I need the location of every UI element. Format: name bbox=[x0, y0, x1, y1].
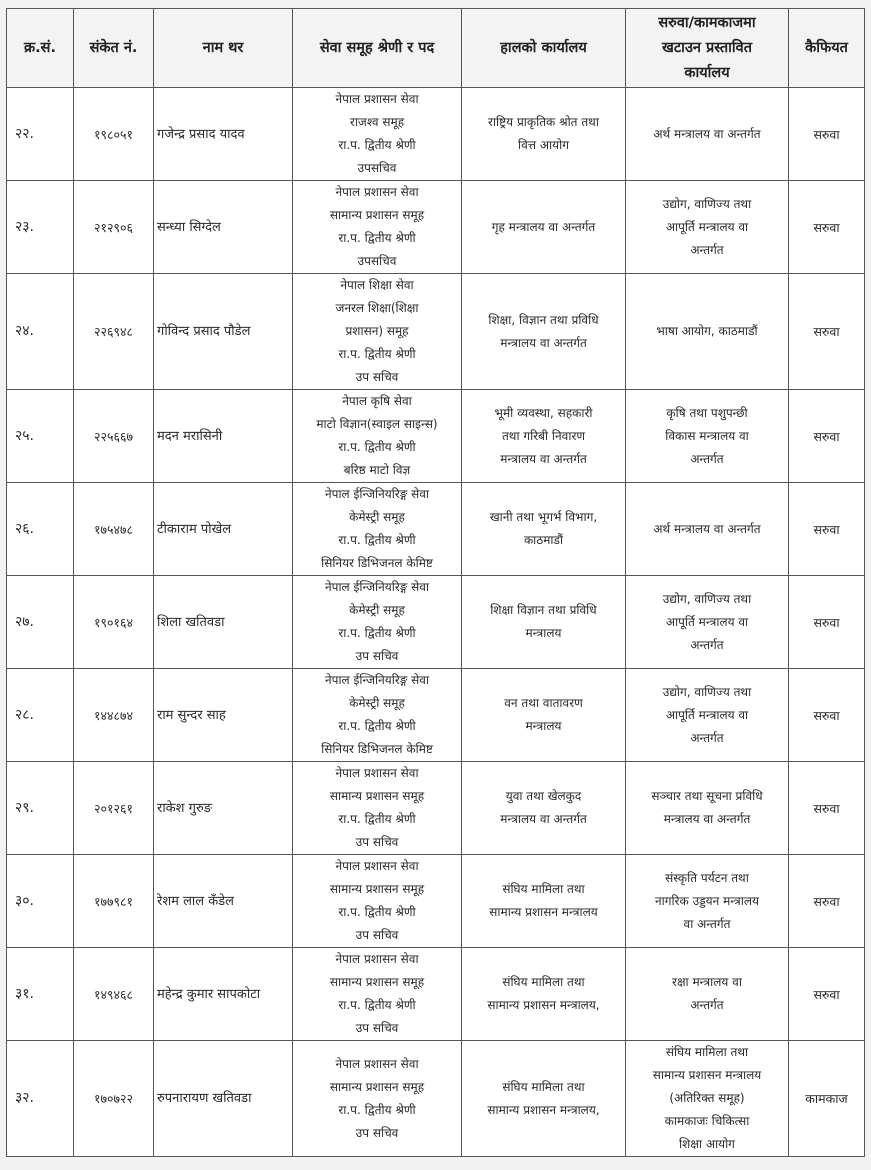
table-row bbox=[7, 762, 865, 855]
table-row bbox=[7, 948, 865, 1041]
cell-sn: २६. bbox=[7, 483, 74, 576]
cell-remarks: सरुवा bbox=[789, 274, 865, 390]
cell-code: २१२९०६ bbox=[74, 181, 154, 274]
cell-remarks: सरुवा bbox=[789, 669, 865, 762]
header-proposed-office: सरुवा/कामकाजमा खटाउन प्रस्तावित कार्यालय bbox=[626, 9, 789, 88]
cell-service: नेपाल शिक्षा सेवा जनरल शिक्षा(शिक्षा प्रशासन) समूह रा.प. द्वितीय श्रेणी उप सचिव bbox=[293, 274, 462, 390]
cell-code: १७७९८१ bbox=[74, 855, 154, 948]
header-remarks: कैफियत bbox=[789, 9, 865, 88]
cell-remarks: कामकाज bbox=[789, 1041, 865, 1157]
cell-current-office: संघिय मामिला तथा सामान्य प्रशासन मन्त्रालय, bbox=[462, 948, 626, 1041]
cell-remarks: सरुवा bbox=[789, 762, 865, 855]
cell-proposed-office: संघिय मामिला तथा सामान्य प्रशासन मन्त्रालय (अतिरिक्त समूह) कामकाजः चिकित्सा शिक्षा आयोग bbox=[626, 1041, 789, 1157]
table-row bbox=[7, 855, 865, 948]
cell-remarks: सरुवा bbox=[789, 181, 865, 274]
table-row bbox=[7, 1041, 865, 1157]
cell-proposed-office: अर्थ मन्त्रालय वा अन्तर्गत bbox=[626, 483, 789, 576]
cell-sn: २२. bbox=[7, 88, 74, 181]
cell-code: १७५४७८ bbox=[74, 483, 154, 576]
cell-code: १४४८७४ bbox=[74, 669, 154, 762]
cell-current-office: राष्ट्रिय प्राकृतिक श्रोत तथा वित्त आयोग bbox=[462, 88, 626, 181]
cell-name: महेन्द्र कुमार सापकोटा bbox=[154, 948, 293, 1041]
cell-remarks: सरुवा bbox=[789, 390, 865, 483]
cell-sn: २९. bbox=[7, 762, 74, 855]
header-code: संकेत नं. bbox=[74, 9, 154, 88]
cell-sn: २३. bbox=[7, 181, 74, 274]
cell-proposed-office: सञ्चार तथा सूचना प्रविधि मन्त्रालय वा अन्तर्गत bbox=[626, 762, 789, 855]
cell-service: नेपाल प्रशासन सेवा सामान्य प्रशासन समूह रा.प. द्वितीय श्रेणी उप सचिव bbox=[293, 1041, 462, 1157]
cell-current-office: संघिय मामिला तथा सामान्य प्रशासन मन्त्रालय, bbox=[462, 1041, 626, 1157]
cell-proposed-office: अर्थ मन्त्रालय वा अन्तर्गत bbox=[626, 88, 789, 181]
cell-current-office: शिक्षा विज्ञान तथा प्रविधि मन्त्रालय bbox=[462, 576, 626, 669]
cell-code: २०१२६१ bbox=[74, 762, 154, 855]
cell-proposed-office: कृषि तथा पशुपन्छी विकास मन्त्रालय वा अन्तर्गत bbox=[626, 390, 789, 483]
header-service: सेवा समूह श्रेणी र पद bbox=[293, 9, 462, 88]
cell-sn: २४. bbox=[7, 274, 74, 390]
cell-name: रुपनारायण खतिवडा bbox=[154, 1041, 293, 1157]
cell-name: राकेश गुरुङ bbox=[154, 762, 293, 855]
cell-remarks: सरुवा bbox=[789, 88, 865, 181]
cell-sn: ३०. bbox=[7, 855, 74, 948]
cell-code: १९०१६४ bbox=[74, 576, 154, 669]
table-row bbox=[7, 274, 865, 390]
table-row bbox=[7, 390, 865, 483]
document-page bbox=[6, 8, 864, 1157]
cell-sn: २८. bbox=[7, 669, 74, 762]
cell-name: शिला खतिवडा bbox=[154, 576, 293, 669]
header-name: नाम थर bbox=[154, 9, 293, 88]
cell-proposed-office: उद्योग, वाणिज्य तथा आपूर्ति मन्त्रालय वा अन्तर्गत bbox=[626, 669, 789, 762]
cell-current-office: शिक्षा, विज्ञान तथा प्रविधि मन्त्रालय वा अन्तर्गत bbox=[462, 274, 626, 390]
cell-name: गजेन्द्र प्रसाद यादव bbox=[154, 88, 293, 181]
cell-service: नेपाल प्रशासन सेवा सामान्य प्रशासन समूह रा.प. द्वितीय श्रेणी उप सचिव bbox=[293, 762, 462, 855]
cell-proposed-office: भाषा आयोग, काठमाडौं bbox=[626, 274, 789, 390]
cell-remarks: सरुवा bbox=[789, 483, 865, 576]
cell-name: गोविन्द प्रसाद पौडेल bbox=[154, 274, 293, 390]
cell-code: २२५६६७ bbox=[74, 390, 154, 483]
table-row bbox=[7, 576, 865, 669]
cell-service: नेपाल प्रशासन सेवा सामान्य प्रशासन समूह रा.प. द्वितीय श्रेणी उपसचिव bbox=[293, 181, 462, 274]
cell-remarks: सरुवा bbox=[789, 855, 865, 948]
cell-current-office: युवा तथा खेलकुद मन्त्रालय वा अन्तर्गत bbox=[462, 762, 626, 855]
cell-name: मदन मरासिनी bbox=[154, 390, 293, 483]
cell-current-office: गृह मन्त्रालय वा अन्तर्गत bbox=[462, 181, 626, 274]
cell-name: रेशम लाल कँडेल bbox=[154, 855, 293, 948]
cell-name: राम सुन्दर साह bbox=[154, 669, 293, 762]
cell-service: नेपाल ईन्जिनियरिङ्ग सेवा केमेस्ट्री समूह रा.प. द्वितीय श्रेणी सिनियर डिभिजनल केमिष्ट bbox=[293, 483, 462, 576]
cell-code: १९८०५१ bbox=[74, 88, 154, 181]
cell-sn: ३२. bbox=[7, 1041, 74, 1157]
cell-name: टीकाराम पोखेल bbox=[154, 483, 293, 576]
transfer-table bbox=[6, 8, 865, 1157]
cell-sn: २५. bbox=[7, 390, 74, 483]
cell-code: १७०७२२ bbox=[74, 1041, 154, 1157]
header-sn: क्र.सं. bbox=[7, 9, 74, 88]
cell-service: नेपाल प्रशासन सेवा राजश्व समूह रा.प. द्वितीय श्रेणी उपसचिव bbox=[293, 88, 462, 181]
cell-remarks: सरुवा bbox=[789, 576, 865, 669]
table-row bbox=[7, 669, 865, 762]
cell-proposed-office: रक्षा मन्त्रालय वा अन्तर्गत bbox=[626, 948, 789, 1041]
table-row bbox=[7, 483, 865, 576]
table-row bbox=[7, 181, 865, 274]
cell-service: नेपाल कृषि सेवा माटो विज्ञान(स्वाइल साइन्स) रा.प. द्वितीय श्रेणी बरिष्ठ माटो विज्ञ bbox=[293, 390, 462, 483]
cell-proposed-office: उद्योग, वाणिज्य तथा आपूर्ति मन्त्रालय वा अन्तर्गत bbox=[626, 576, 789, 669]
cell-service: नेपाल ईन्जिनियरिङ्ग सेवा केमेस्ट्री समूह रा.प. द्वितीय श्रेणी सिनियर डिभिजनल केमिष्ट bbox=[293, 669, 462, 762]
cell-service: नेपाल ईन्जिनियरिङ्ग सेवा केमेस्ट्री समूह रा.प. द्वितीय श्रेणी उप सचिव bbox=[293, 576, 462, 669]
cell-proposed-office: संस्कृति पर्यटन तथा नागरिक उड्डयन मन्त्रालय वा अन्तर्गत bbox=[626, 855, 789, 948]
table-row bbox=[7, 88, 865, 181]
cell-current-office: भूमी व्यवस्था, सहकारी तथा गरिबी निवारण मन्त्रालय वा अन्तर्गत bbox=[462, 390, 626, 483]
cell-remarks: सरुवा bbox=[789, 948, 865, 1041]
cell-service: नेपाल प्रशासन सेवा सामान्य प्रशासन समूह रा.प. द्वितीय श्रेणी उप सचिव bbox=[293, 948, 462, 1041]
cell-current-office: संघिय मामिला तथा सामान्य प्रशासन मन्त्रालय bbox=[462, 855, 626, 948]
cell-current-office: वन तथा वातावरण मन्त्रालय bbox=[462, 669, 626, 762]
cell-sn: २७. bbox=[7, 576, 74, 669]
cell-sn: ३१. bbox=[7, 948, 74, 1041]
cell-service: नेपाल प्रशासन सेवा सामान्य प्रशासन समूह रा.प. द्वितीय श्रेणी उप सचिव bbox=[293, 855, 462, 948]
cell-name: सन्ध्या सिग्देल bbox=[154, 181, 293, 274]
cell-code: २२६९४८ bbox=[74, 274, 154, 390]
header-current-office: हालको कार्यालय bbox=[462, 9, 626, 88]
cell-code: १४९४६८ bbox=[74, 948, 154, 1041]
table-header-row bbox=[7, 9, 865, 88]
cell-current-office: खानी तथा भूगर्भ विभाग, काठमाडौं bbox=[462, 483, 626, 576]
cell-proposed-office: उद्योग, वाणिज्य तथा आपूर्ति मन्त्रालय वा अन्तर्गत bbox=[626, 181, 789, 274]
